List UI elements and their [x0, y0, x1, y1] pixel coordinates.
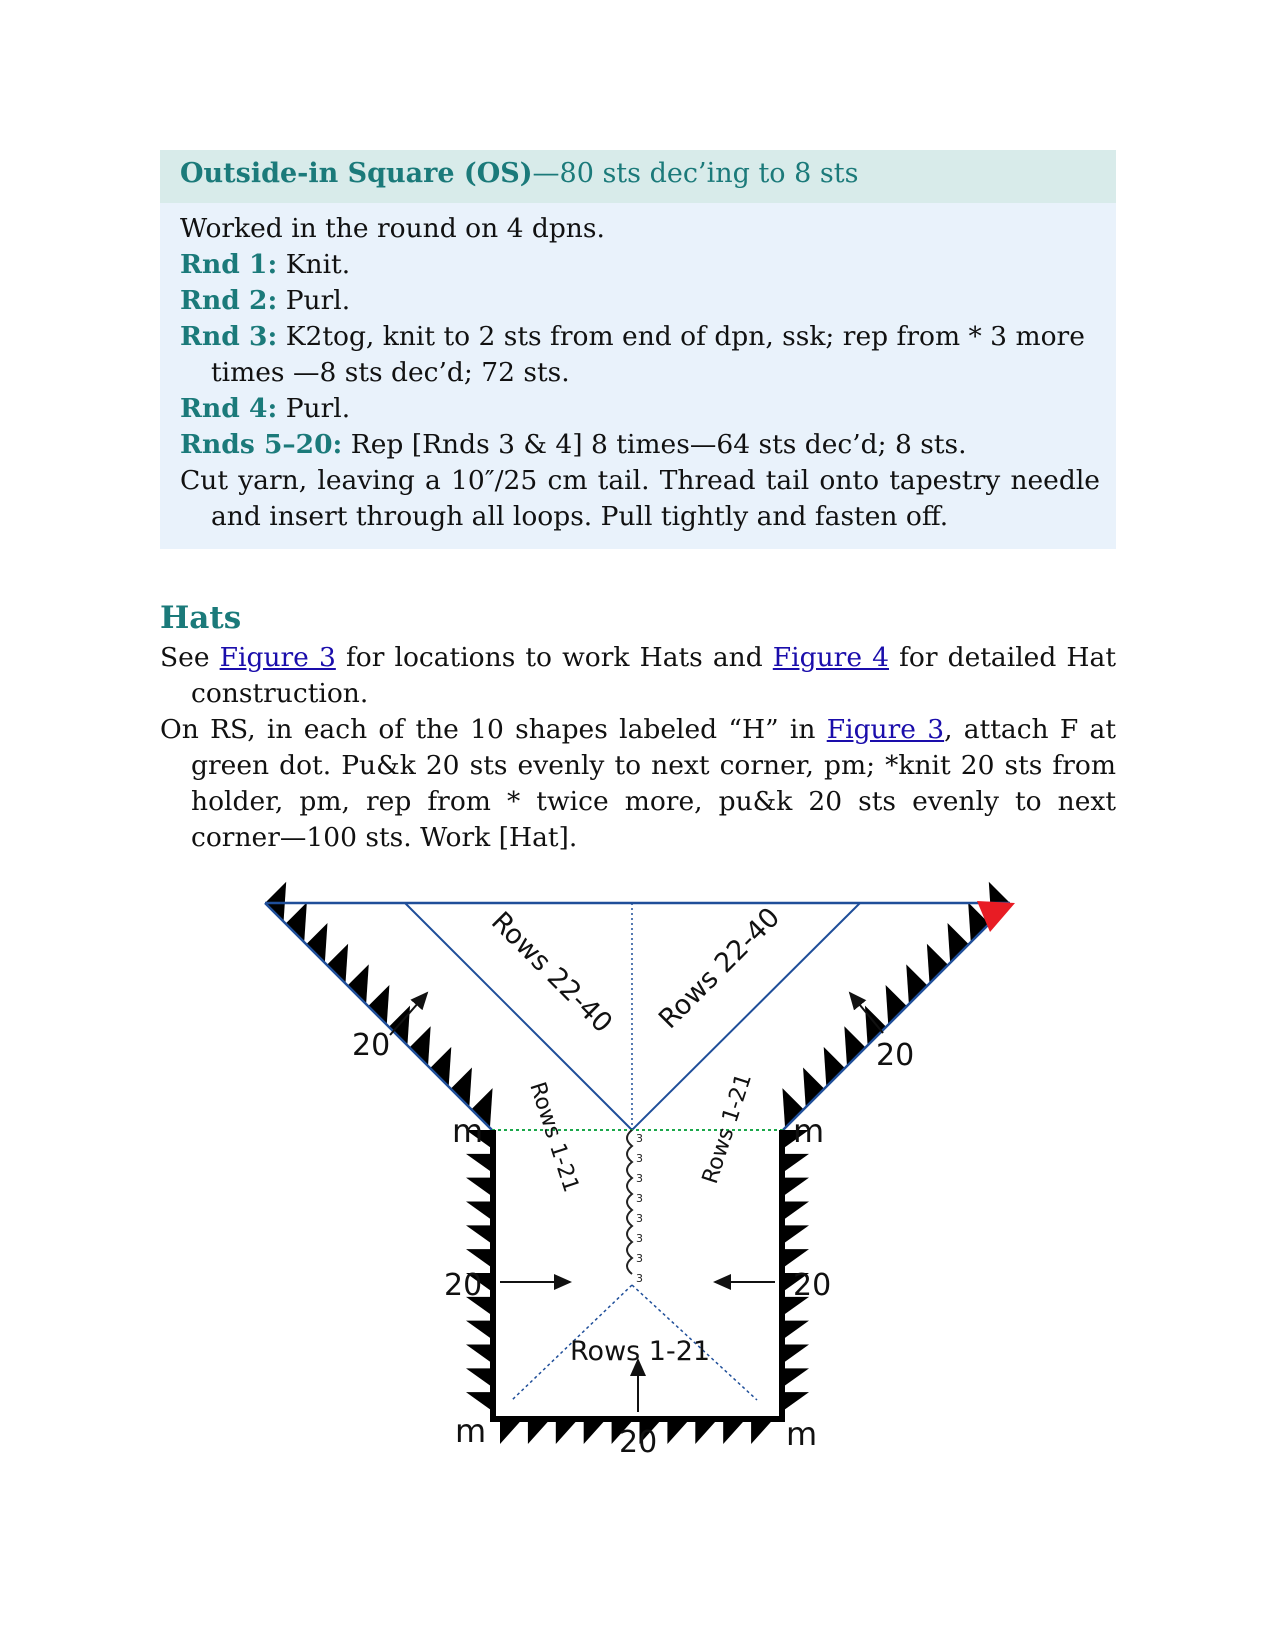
hats-heading: Hats [160, 600, 242, 636]
diagram-labels [352, 902, 914, 1460]
text: See [160, 642, 220, 673]
marker-bottom-left: m [455, 1412, 487, 1450]
seam-mark: 3 [636, 1232, 643, 1245]
stitch-tooth [368, 985, 389, 1025]
count-mid-right: 20 [793, 1268, 832, 1303]
right-wall [779, 1130, 785, 1420]
stitch-tooth [348, 964, 369, 1004]
seam-line [627, 1130, 632, 1274]
round-text: Rep [Rnds 3 & 4] 8 times—64 sts dec’d; 8 sts. [342, 429, 967, 460]
marker-top-right: m [793, 1112, 825, 1150]
stitch-tooth [286, 902, 307, 942]
seam-mark: 3 [636, 1212, 643, 1225]
marker-top-left: m [452, 1112, 484, 1150]
rows-1-21-bottom-label: Rows 1-21 [570, 1336, 711, 1367]
round-label: Rnds 5–20: [180, 429, 343, 460]
stitch-tooth [803, 1068, 824, 1108]
text: for locations to work Hats and [335, 642, 773, 673]
text: for detailed Hat construction. [191, 642, 1116, 709]
figure-3-link[interactable]: Figure 3 [219, 642, 336, 673]
seam-mark: 3 [636, 1192, 643, 1205]
stitch-tooth [927, 944, 948, 984]
bottom-wall [490, 1416, 785, 1422]
count-upper-right: 20 [876, 1038, 915, 1073]
stitch-tooth [409, 1026, 430, 1066]
stitch-tooth [451, 1068, 472, 1108]
marker-bottom-right: m [786, 1415, 818, 1453]
round-label: Rnd 2: [180, 285, 278, 316]
text: On RS, in each of the 10 shapes labeled “H” in [160, 714, 827, 745]
round-label: Rnd 3: [180, 321, 278, 352]
seam-mark: 3 [636, 1152, 643, 1165]
figure-3-link[interactable]: Figure 3 [826, 714, 945, 745]
rows-22-40-right-label: Rows 22-40 [653, 901, 787, 1035]
stitch-tooth [948, 923, 969, 963]
count-bottom: 20 [619, 1425, 658, 1460]
round-text: Purl. [277, 393, 351, 424]
figure-4-link[interactable]: Figure 4 [772, 642, 889, 673]
count-mid-left: 20 [444, 1268, 483, 1303]
round-label: Rnd 4: [180, 393, 278, 424]
os-finish: Cut yarn, leaving a 10″/25 cm tail. Thread tail onto tapestry needle and insert through all loops. Pull tightly and fasten off. [180, 465, 1100, 532]
rows-22-40-left-label: Rows 22-40 [485, 906, 619, 1040]
seam-mark: 3 [636, 1172, 643, 1185]
stitch-tooth [824, 1047, 845, 1087]
count-upper-left: 20 [352, 1028, 391, 1063]
left-wall [490, 1130, 496, 1420]
os-title-bold: Outside-in Square (OS) [180, 158, 533, 189]
stitch-tooth [906, 964, 927, 1004]
seam-mark: 3 [636, 1272, 643, 1285]
os-intro: Worked in the round on 4 dpns. [180, 213, 605, 244]
text: , attach F at green dot. Pu&k 20 sts evenly to next corner, pm; *knit 20 sts from holder, pm, rep from * twice more, pu&k 20 sts evenly to next corner—100 sts. Work [Hat]. [191, 714, 1116, 853]
rows-1-21-left-label: Rows 1-21 [524, 1079, 584, 1196]
rows-1-21-right-label: Rows 1-21 [697, 1070, 757, 1187]
os-title-rest: —80 sts dec’ing to 8 sts [532, 158, 859, 189]
left-diagonal-edge [265, 903, 492, 1130]
stitch-tooth [844, 1026, 865, 1066]
seam-mark: 3 [636, 1252, 643, 1265]
seam-mark: 3 [636, 1132, 643, 1145]
stitch-tooth [886, 985, 907, 1025]
round-text: K2tog, knit to 2 sts from end of dpn, ssk; rep from * 3 more times —8 sts dec’d; 72 sts. [211, 321, 1085, 388]
stitch-tooth [430, 1047, 451, 1087]
stitch-tooth [306, 923, 327, 963]
round-text: Purl. [277, 285, 351, 316]
arrow-upper-left [390, 993, 427, 1035]
round-label: Rnd 1: [180, 249, 278, 280]
round-text: Knit. [277, 249, 351, 280]
stitch-tooth [265, 882, 286, 922]
right-diagonal-edge [783, 903, 1010, 1130]
seam-marks [636, 1132, 643, 1285]
stitch-tooth [327, 944, 348, 984]
